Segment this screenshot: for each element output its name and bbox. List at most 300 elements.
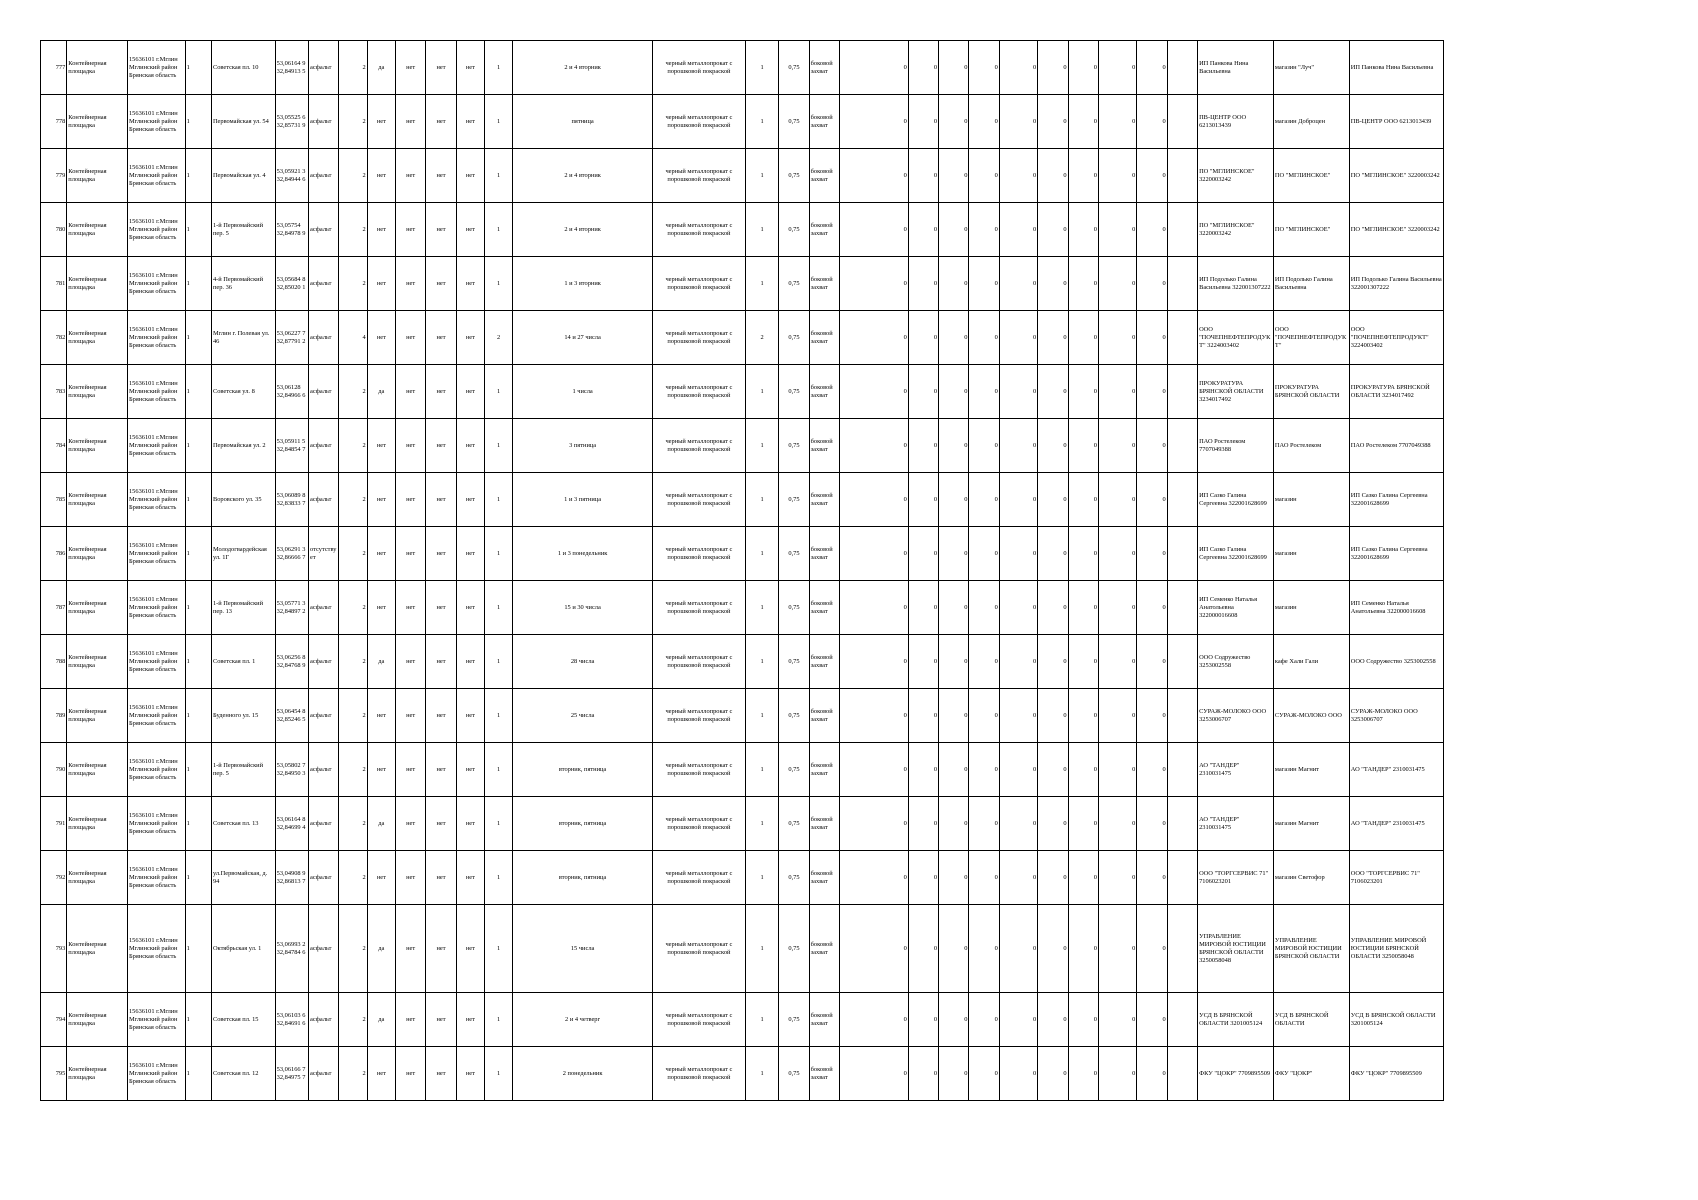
bin-volume: 0,75 [779, 365, 809, 419]
street-address: Буденного ул. 15 [211, 689, 275, 743]
coordinates: 53,05911 5 32,84854 7 [275, 419, 308, 473]
bin-count: 1 [745, 1047, 778, 1101]
table-row [41, 743, 1444, 797]
zero-value: 0 [969, 905, 999, 993]
blank-cell [1167, 993, 1197, 1047]
roof-flag: нет [367, 257, 395, 311]
zero-value: 0 [999, 95, 1037, 149]
load-type: боковой захват [809, 993, 839, 1047]
zero-value: 0 [1038, 203, 1068, 257]
zero-value: 0 [939, 527, 969, 581]
flag-one: 1 [185, 635, 211, 689]
object-name: ИП Подолько Галина Васильевна [1273, 257, 1349, 311]
lighting-flag: нет [426, 689, 456, 743]
zero-value: 0 [1137, 743, 1167, 797]
zero-value: 0 [1038, 743, 1068, 797]
zero-value: 0 [969, 419, 999, 473]
owner-name: ИП Панкова Нина Васильевна [1198, 41, 1274, 95]
zero-value: 0 [1068, 203, 1098, 257]
zero-value: 0 [1068, 257, 1098, 311]
zero-value: 0 [939, 311, 969, 365]
address-district: 15636101 г.Мглин Мглинский район Брянская область [127, 419, 185, 473]
zero-value: 0 [1038, 905, 1068, 993]
table-row [41, 851, 1444, 905]
zero-value: 0 [999, 149, 1037, 203]
zero-value: 0 [999, 527, 1037, 581]
object-name: УСД В БРЯНСКОЙ ОБЛАСТИ [1273, 993, 1349, 1047]
table-row [41, 203, 1444, 257]
collection-schedule: 3 пятница [513, 419, 653, 473]
row-number: 786 [41, 527, 67, 581]
address-district: 15636101 г.Мглин Мглинский район Брянская область [127, 257, 185, 311]
zero-value: 0 [999, 419, 1037, 473]
owner-name: ИП Сазко Галина Сергеевна 322001628699 [1198, 527, 1274, 581]
sign-flag: нет [456, 203, 484, 257]
street-address: 1-й Первомайский пер. 5 [211, 203, 275, 257]
container-count: 2 [339, 473, 367, 527]
bin-count: 1 [745, 797, 778, 851]
flag-one: 1 [185, 41, 211, 95]
site-count: 1 [485, 743, 513, 797]
blank-cell [1167, 257, 1197, 311]
zero-value: 0 [999, 743, 1037, 797]
zero-value: 0 [908, 797, 938, 851]
sign-flag: нет [456, 1047, 484, 1101]
surface-type: асфальт [309, 419, 339, 473]
container-material: черный металлопрокат с порошковой покраской [652, 743, 745, 797]
roof-flag: да [367, 365, 395, 419]
table-row [41, 581, 1444, 635]
sign-flag: нет [456, 95, 484, 149]
zero-value: 0 [939, 743, 969, 797]
flag-one: 1 [185, 993, 211, 1047]
row-number: 792 [41, 851, 67, 905]
zero-value: 0 [969, 365, 999, 419]
surface-type: асфальт [309, 149, 339, 203]
flag-one: 1 [185, 473, 211, 527]
row-number: 777 [41, 41, 67, 95]
lighting-flag: нет [426, 905, 456, 993]
zero-value: 0 [969, 203, 999, 257]
zero-value: 0 [969, 1047, 999, 1101]
street-address: 1-й Первомайский пер. 5 [211, 743, 275, 797]
surface-type: асфальт [309, 473, 339, 527]
sign-flag: нет [456, 41, 484, 95]
coordinates: 53,06291 3 32,86666 7 [275, 527, 308, 581]
zero-value: 0 [1137, 635, 1167, 689]
row-number: 788 [41, 635, 67, 689]
load-type: боковой захват [809, 41, 839, 95]
fence-flag: нет [396, 797, 426, 851]
bin-volume: 0,75 [779, 993, 809, 1047]
address-district: 15636101 г.Мглин Мглинский район Брянская область [127, 41, 185, 95]
zero-value: 0 [1038, 95, 1068, 149]
fence-flag: нет [396, 203, 426, 257]
lighting-flag: нет [426, 95, 456, 149]
zero-value: 0 [969, 95, 999, 149]
zero-value: 0 [969, 149, 999, 203]
row-number: 790 [41, 743, 67, 797]
object-name: ПАО Ростелеком [1273, 419, 1349, 473]
zero-value: 0 [969, 257, 999, 311]
collection-schedule: 15 и 30 числа [513, 581, 653, 635]
site-type: Контейнерная площадка [67, 257, 128, 311]
zero-value: 0 [1038, 257, 1068, 311]
street-address: Первомайская ул. 2 [211, 419, 275, 473]
bin-count: 1 [745, 581, 778, 635]
container-material: черный металлопрокат с порошковой покраской [652, 149, 745, 203]
zero-value: 0 [1038, 1047, 1068, 1101]
flag-one: 1 [185, 581, 211, 635]
row-number: 782 [41, 311, 67, 365]
zero-value: 0 [1038, 797, 1068, 851]
table-row [41, 365, 1444, 419]
coordinates: 53,05684 8 32,85020 1 [275, 257, 308, 311]
collection-schedule: пятница [513, 95, 653, 149]
zero-value: 0 [1068, 311, 1098, 365]
lighting-flag: нет [426, 1047, 456, 1101]
fence-flag: нет [396, 149, 426, 203]
owner-name: АО "ТАНДЕР" 2310031475 [1198, 797, 1274, 851]
container-material: черный металлопрокат с порошковой покраской [652, 365, 745, 419]
zero-value: 0 [1137, 1047, 1167, 1101]
owner-name: УСД В БРЯНСКОЙ ОБЛАСТИ 3201005124 [1198, 993, 1274, 1047]
blank-cell [1167, 851, 1197, 905]
sign-flag: нет [456, 365, 484, 419]
blank-cell [1167, 581, 1197, 635]
object-name: ПО "МГЛИНСКОЕ" [1273, 149, 1349, 203]
street-address: 1-й Первомайский пер. 13 [211, 581, 275, 635]
zero-value: 0 [840, 743, 909, 797]
zero-value: 0 [939, 149, 969, 203]
street-address: Советская пл. 1 [211, 635, 275, 689]
zero-value: 0 [939, 419, 969, 473]
bin-volume: 0,75 [779, 95, 809, 149]
coordinates: 53,06089 8 32,83833 7 [275, 473, 308, 527]
lighting-flag: нет [426, 419, 456, 473]
sign-flag: нет [456, 797, 484, 851]
zero-value: 0 [1098, 689, 1136, 743]
lighting-flag: нет [426, 257, 456, 311]
zero-value: 0 [908, 149, 938, 203]
fence-flag: нет [396, 419, 426, 473]
zero-value: 0 [1098, 851, 1136, 905]
sign-flag: нет [456, 993, 484, 1047]
address-district: 15636101 г.Мглин Мглинский район Брянская область [127, 635, 185, 689]
blank-cell [1167, 689, 1197, 743]
zero-value: 0 [939, 257, 969, 311]
flag-one: 1 [185, 905, 211, 993]
address-district: 15636101 г.Мглин Мглинский район Брянская область [127, 527, 185, 581]
zero-value: 0 [1068, 473, 1098, 527]
coordinates: 53,06227 7 32,87791 2 [275, 311, 308, 365]
zero-value: 0 [840, 203, 909, 257]
row-number: 789 [41, 689, 67, 743]
street-address: Советская пл. 13 [211, 797, 275, 851]
roof-flag: нет [367, 581, 395, 635]
zero-value: 0 [969, 473, 999, 527]
owner-name: ИП Сазко Галина Сергеевна 322001628699 [1198, 473, 1274, 527]
owner-name: ФКУ "ЦОКР" 7709895509 [1198, 1047, 1274, 1101]
object-name: магазин "Луч" [1273, 41, 1349, 95]
blank-cell [1167, 203, 1197, 257]
waste-source: ИП Сазко Галина Сергеевна 322001628699 [1349, 473, 1443, 527]
street-address: Мглин г. Полевая ул. 46 [211, 311, 275, 365]
site-count: 1 [485, 689, 513, 743]
bin-count: 1 [745, 95, 778, 149]
zero-value: 0 [1098, 473, 1136, 527]
blank-cell [1167, 419, 1197, 473]
zero-value: 0 [1038, 527, 1068, 581]
bin-count: 1 [745, 419, 778, 473]
container-material: черный металлопрокат с порошковой покраской [652, 527, 745, 581]
zero-value: 0 [969, 797, 999, 851]
coordinates: 53,04908 9 32,86813 7 [275, 851, 308, 905]
table-row [41, 797, 1444, 851]
zero-value: 0 [969, 851, 999, 905]
load-type: боковой захват [809, 1047, 839, 1101]
waste-source: АО "ТАНДЕР" 2310031475 [1349, 797, 1443, 851]
collection-schedule: вторник, пятница [513, 851, 653, 905]
zero-value: 0 [1098, 149, 1136, 203]
sign-flag: нет [456, 419, 484, 473]
zero-value: 0 [1038, 689, 1068, 743]
bin-count: 1 [745, 149, 778, 203]
zero-value: 0 [969, 689, 999, 743]
zero-value: 0 [939, 203, 969, 257]
flag-one: 1 [185, 257, 211, 311]
zero-value: 0 [1137, 95, 1167, 149]
collection-schedule: 1 и 3 пятница [513, 473, 653, 527]
blank-cell [1167, 149, 1197, 203]
lighting-flag: нет [426, 527, 456, 581]
container-material: черный металлопрокат с порошковой покраской [652, 1047, 745, 1101]
flag-one: 1 [185, 527, 211, 581]
site-count: 1 [485, 905, 513, 993]
waste-source: ИП Подолько Галина Васильевна 322001307222 [1349, 257, 1443, 311]
address-district: 15636101 г.Мглин Мглинский район Брянская область [127, 1047, 185, 1101]
collection-schedule: 1 и 3 вторник [513, 257, 653, 311]
row-number: 791 [41, 797, 67, 851]
zero-value: 0 [840, 311, 909, 365]
surface-type: асфальт [309, 203, 339, 257]
zero-value: 0 [999, 797, 1037, 851]
zero-value: 0 [908, 581, 938, 635]
zero-value: 0 [999, 41, 1037, 95]
zero-value: 0 [999, 635, 1037, 689]
zero-value: 0 [1038, 419, 1068, 473]
address-district: 15636101 г.Мглин Мглинский район Брянская область [127, 203, 185, 257]
zero-value: 0 [908, 41, 938, 95]
lighting-flag: нет [426, 473, 456, 527]
zero-value: 0 [840, 95, 909, 149]
site-count: 1 [485, 419, 513, 473]
lighting-flag: нет [426, 203, 456, 257]
zero-value: 0 [999, 689, 1037, 743]
zero-value: 0 [908, 905, 938, 993]
site-type: Контейнерная площадка [67, 851, 128, 905]
zero-value: 0 [1068, 419, 1098, 473]
zero-value: 0 [999, 1047, 1037, 1101]
zero-value: 0 [939, 851, 969, 905]
sign-flag: нет [456, 851, 484, 905]
waste-source: ООО "ТОРГСЕРВИС 71" 7106023201 [1349, 851, 1443, 905]
fence-flag: нет [396, 851, 426, 905]
surface-type: асфальт [309, 1047, 339, 1101]
zero-value: 0 [1137, 257, 1167, 311]
surface-type: отсутствует [309, 527, 339, 581]
collection-schedule: вторник, пятница [513, 797, 653, 851]
zero-value: 0 [939, 689, 969, 743]
container-material: черный металлопрокат с порошковой покраской [652, 993, 745, 1047]
address-district: 15636101 г.Мглин Мглинский район Брянская область [127, 581, 185, 635]
fence-flag: нет [396, 311, 426, 365]
lighting-flag: нет [426, 41, 456, 95]
zero-value: 0 [1098, 905, 1136, 993]
load-type: боковой захват [809, 419, 839, 473]
owner-name: ООО "ПОЧЕПНЕФТЕПРОДУКТ" 3224003402 [1198, 311, 1274, 365]
object-name: кафе Хали Гали [1273, 635, 1349, 689]
site-count: 1 [485, 581, 513, 635]
collection-schedule: 2 и 4 вторник [513, 149, 653, 203]
zero-value: 0 [1098, 95, 1136, 149]
fence-flag: нет [396, 993, 426, 1047]
coordinates: 53,06166 7 32,84975 7 [275, 1047, 308, 1101]
surface-type: асфальт [309, 257, 339, 311]
site-type: Контейнерная площадка [67, 743, 128, 797]
collection-schedule: 28 числа [513, 635, 653, 689]
street-address: Первомайская ул. 54 [211, 95, 275, 149]
sign-flag: нет [456, 689, 484, 743]
site-count: 1 [485, 635, 513, 689]
container-material: черный металлопрокат с порошковой покраской [652, 905, 745, 993]
address-district: 15636101 г.Мглин Мглинский район Брянская область [127, 993, 185, 1047]
load-type: боковой захват [809, 95, 839, 149]
lighting-flag: нет [426, 581, 456, 635]
collection-schedule: 15 числа [513, 905, 653, 993]
zero-value: 0 [939, 905, 969, 993]
address-district: 15636101 г.Мглин Мглинский район Брянская область [127, 95, 185, 149]
zero-value: 0 [999, 311, 1037, 365]
surface-type: асфальт [309, 581, 339, 635]
row-number: 784 [41, 419, 67, 473]
zero-value: 0 [969, 41, 999, 95]
load-type: боковой захват [809, 689, 839, 743]
waste-source: ПО "МГЛИНСКОЕ" 3220003242 [1349, 203, 1443, 257]
object-name: магазин Светофор [1273, 851, 1349, 905]
sign-flag: нет [456, 473, 484, 527]
object-name: магазин Магнит [1273, 797, 1349, 851]
coordinates: 53,06256 8 32,84768 9 [275, 635, 308, 689]
zero-value: 0 [908, 257, 938, 311]
fence-flag: нет [396, 635, 426, 689]
registry-table [40, 40, 1444, 1101]
coordinates: 53,06128 32,84966 6 [275, 365, 308, 419]
zero-value: 0 [908, 689, 938, 743]
zero-value: 0 [908, 993, 938, 1047]
zero-value: 0 [1038, 993, 1068, 1047]
bin-volume: 0,75 [779, 311, 809, 365]
zero-value: 0 [1098, 743, 1136, 797]
bin-volume: 0,75 [779, 905, 809, 993]
zero-value: 0 [1137, 689, 1167, 743]
zero-value: 0 [1068, 581, 1098, 635]
bin-volume: 0,75 [779, 1047, 809, 1101]
zero-value: 0 [939, 581, 969, 635]
site-type: Контейнерная площадка [67, 1047, 128, 1101]
blank-cell [1167, 365, 1197, 419]
owner-name: ИП Подолько Галина Васильевна 322001307222 [1198, 257, 1274, 311]
zero-value: 0 [1038, 41, 1068, 95]
zero-value: 0 [999, 581, 1037, 635]
bin-count: 1 [745, 905, 778, 993]
table-row [41, 527, 1444, 581]
object-name: СУРАЖ-МОЛОКО ООО [1273, 689, 1349, 743]
zero-value: 0 [1038, 581, 1068, 635]
bin-count: 1 [745, 473, 778, 527]
sign-flag: нет [456, 743, 484, 797]
blank-cell [1167, 1047, 1197, 1101]
roof-flag: нет [367, 743, 395, 797]
zero-value: 0 [1137, 797, 1167, 851]
zero-value: 0 [908, 635, 938, 689]
zero-value: 0 [1068, 41, 1098, 95]
surface-type: асфальт [309, 365, 339, 419]
flag-one: 1 [185, 797, 211, 851]
zero-value: 0 [1098, 41, 1136, 95]
bin-volume: 0,75 [779, 689, 809, 743]
address-district: 15636101 г.Мглин Мглинский район Брянская область [127, 743, 185, 797]
site-count: 1 [485, 473, 513, 527]
zero-value: 0 [939, 635, 969, 689]
roof-flag: нет [367, 95, 395, 149]
owner-name: ООО "ТОРГСЕРВИС 71" 7106023201 [1198, 851, 1274, 905]
surface-type: асфальт [309, 41, 339, 95]
zero-value: 0 [1137, 905, 1167, 993]
zero-value: 0 [1137, 581, 1167, 635]
flag-one: 1 [185, 851, 211, 905]
zero-value: 0 [840, 419, 909, 473]
surface-type: асфальт [309, 797, 339, 851]
object-name: магазин [1273, 527, 1349, 581]
zero-value: 0 [1068, 993, 1098, 1047]
surface-type: асфальт [309, 311, 339, 365]
lighting-flag: нет [426, 993, 456, 1047]
fence-flag: нет [396, 1047, 426, 1101]
row-number: 787 [41, 581, 67, 635]
coordinates: 53,06164 8 32,84699 4 [275, 797, 308, 851]
zero-value: 0 [939, 95, 969, 149]
bin-volume: 0,75 [779, 419, 809, 473]
container-material: черный металлопрокат с порошковой покраской [652, 851, 745, 905]
roof-flag: нет [367, 311, 395, 365]
zero-value: 0 [840, 635, 909, 689]
zero-value: 0 [939, 365, 969, 419]
owner-name: ПАО Ростелеком 7707049388 [1198, 419, 1274, 473]
coordinates: 53,06454 8 32,85246 5 [275, 689, 308, 743]
sign-flag: нет [456, 527, 484, 581]
site-count: 1 [485, 365, 513, 419]
table-row [41, 905, 1444, 993]
bin-count: 1 [745, 689, 778, 743]
container-count: 2 [339, 95, 367, 149]
zero-value: 0 [1068, 851, 1098, 905]
container-count: 2 [339, 993, 367, 1047]
waste-source: ООО Содружество 3253002558 [1349, 635, 1443, 689]
fence-flag: нет [396, 41, 426, 95]
zero-value: 0 [969, 993, 999, 1047]
surface-type: асфальт [309, 689, 339, 743]
